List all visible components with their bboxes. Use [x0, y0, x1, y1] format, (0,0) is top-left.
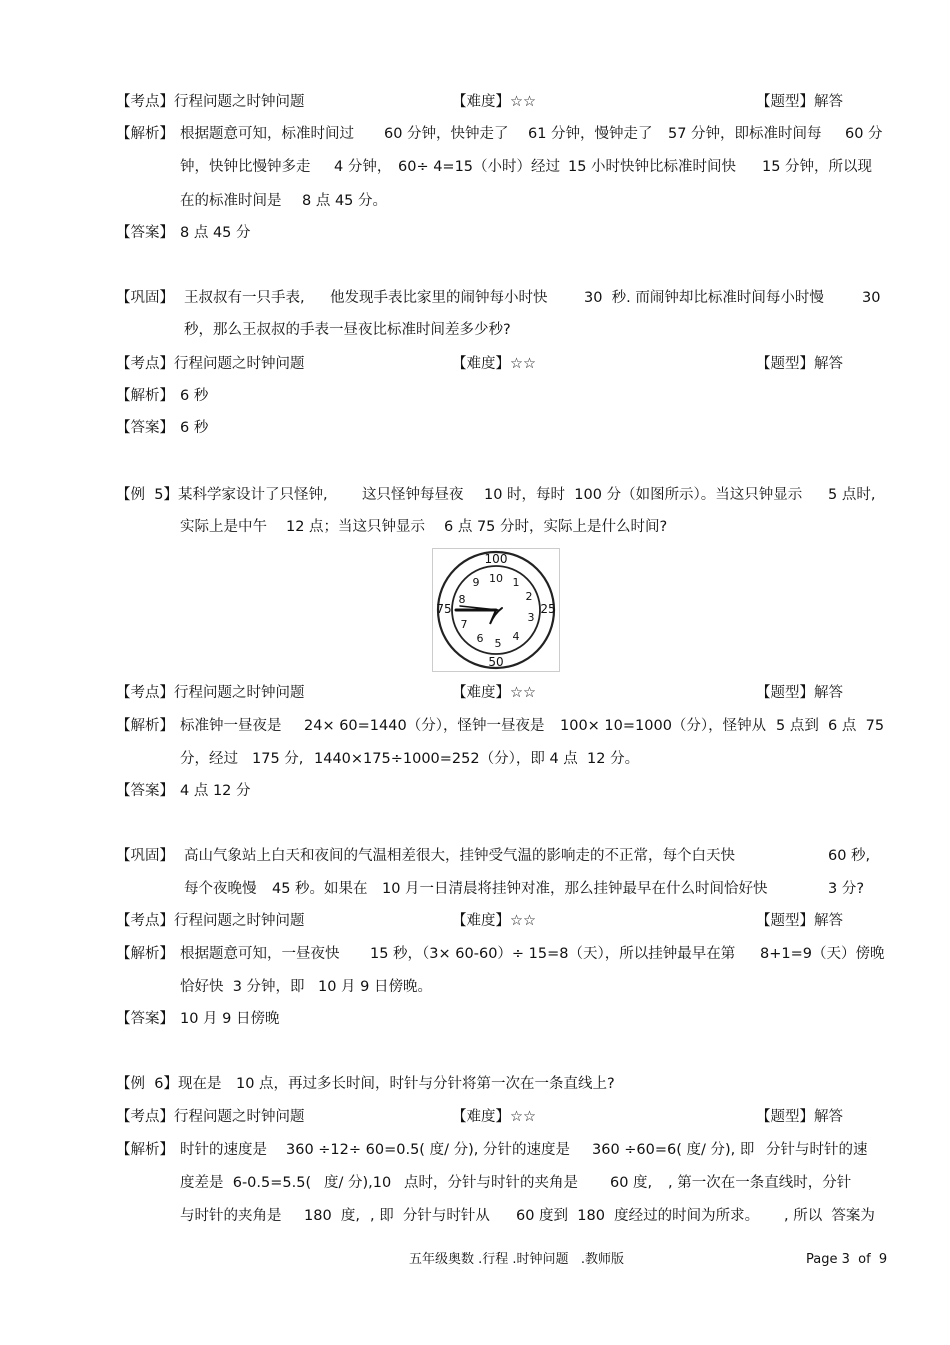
text-segment: 10 月一日清晨将挂钟对准，那么挂钟最早在什么时间恰好快 — [382, 881, 768, 897]
text-segment: 【答案】 — [116, 1011, 174, 1027]
text-segment: 3 分? — [828, 881, 865, 897]
clock-number-10: 10 — [489, 572, 503, 585]
text-segment: 60 度到 180 度经过的时间为所求。 — [516, 1208, 760, 1224]
text-segment: 60÷ 4=15（小时）经过 — [398, 159, 561, 175]
text-segment: 60 秒, — [828, 848, 871, 864]
clock-label-100: 100 — [484, 552, 508, 566]
text-segment: , 所以 答案为 — [784, 1208, 875, 1224]
text-segment: 分针与时针的速 — [766, 1142, 868, 1158]
text-segment: 这只怪钟每昼夜 — [362, 487, 464, 503]
text-segment: 根据题意可知，一昼夜快 — [180, 946, 340, 962]
text-segment: , 第一次在一条直线时，分针 — [668, 1175, 852, 1191]
text-segment: 【解析】 — [116, 126, 174, 142]
text-segment: 【解析】 — [116, 1142, 174, 1158]
text-segment: 【例 6】现在是 — [116, 1076, 222, 1092]
text-segment: 点时，分针与时针的夹角是 — [404, 1175, 578, 1191]
text-segment: 12 点；当这只钟显示 — [286, 519, 426, 535]
text-segment: 【巩固】 — [116, 290, 174, 306]
text-segment: 【难度】☆☆ — [452, 685, 536, 701]
text-segment: 30 — [862, 290, 881, 306]
text-segment: 标准钟一昼夜是 — [180, 718, 282, 734]
text-segment: 8 点 45 分。 — [302, 193, 388, 209]
clock-number-4: 4 — [512, 630, 520, 643]
text-segment: 【考点】行程问题之时钟问题 — [116, 913, 305, 929]
text-segment: 高山气象站上白天和夜间的气温相差很大，挂钟受气温的影响走的不正常，每个白天快 — [184, 848, 735, 864]
text-segment: 【考点】行程问题之时钟问题 — [116, 1109, 305, 1125]
text-segment: 钟，快钟比慢钟多走 — [180, 159, 311, 175]
text-segment: 他发现手表比家里的闹钟每小时快 — [330, 290, 548, 306]
text-segment: 分，经过 — [180, 751, 238, 767]
clock-number-8: 8 — [458, 593, 466, 606]
text-segment: 恰好快 3 分钟，即 — [180, 979, 305, 995]
text-segment: 【难度】☆☆ — [452, 94, 536, 110]
text-segment: 秒，那么王叔叔的手表一昼夜比标准时间差多少秒? — [184, 322, 511, 338]
text-segment: 100× 10=1000（分），怪钟从 — [560, 718, 767, 734]
clock-label-25: 25 — [540, 602, 556, 616]
clock-figure — [432, 548, 560, 672]
text-segment: 180 度, — [304, 1208, 361, 1224]
text-segment: 【答案】 — [116, 783, 174, 799]
text-segment: 度差是 6-0.5=5.5( — [180, 1175, 312, 1191]
text-segment: 6 秒 — [180, 388, 209, 404]
clock-diagram — [432, 548, 560, 672]
footer-page-number: Page 3 of 9 — [806, 1252, 888, 1267]
text-segment: 10 点，再过多长时间，时针与分针将第一次在一条直线上? — [236, 1076, 615, 1092]
text-segment: 【解析】 — [116, 718, 174, 734]
text-segment: 175 分, — [252, 751, 304, 767]
text-segment: 【答案】 — [116, 420, 174, 436]
text-segment: 实际上是中午 — [180, 519, 267, 535]
text-segment: 在的标准时间是 — [180, 193, 282, 209]
footer-title: 五年级奥数 .行程 .时钟问题 .教师版 — [409, 1252, 625, 1267]
clock-label-75: 75 — [436, 602, 452, 616]
text-segment: 10 月 9 日傍晚 — [180, 1011, 280, 1027]
text-segment: 【考点】行程问题之时钟问题 — [116, 685, 305, 701]
text-segment: 【题型】解答 — [756, 356, 843, 372]
text-segment: 每个夜晚慢 — [184, 881, 257, 897]
clock-number-6: 6 — [476, 632, 484, 645]
text-segment: 1440×175÷1000=252（分），即 4 点 12 分。 — [314, 751, 640, 767]
text-segment: 60 分钟，快钟走了 — [384, 126, 509, 142]
text-segment: 王叔叔有一只手表, — [184, 290, 305, 306]
text-segment: 4 点 12 分 — [180, 783, 251, 799]
text-segment: 24× 60=1440（分），怪钟一昼夜是 — [304, 718, 545, 734]
text-segment: 【考点】行程问题之时钟问题 — [116, 94, 305, 110]
text-segment: , 即 分针与时针从 — [370, 1208, 490, 1224]
text-segment: 【题型】解答 — [756, 94, 843, 110]
clock-number-2: 2 — [525, 590, 533, 603]
text-segment: 【题型】解答 — [756, 1109, 843, 1125]
clock-number-7: 7 — [460, 618, 468, 631]
text-segment: 【题型】解答 — [756, 685, 843, 701]
text-segment: 度/ 分),10 — [324, 1175, 392, 1191]
text-segment: 360 ÷60=6( 度/ 分), 即 — [592, 1142, 755, 1158]
text-segment: 10 月 9 日傍晚。 — [318, 979, 433, 995]
text-segment: 【解析】 — [116, 946, 174, 962]
text-segment: 【难度】☆☆ — [452, 356, 536, 372]
text-segment: 15 分钟，所以现 — [762, 159, 873, 175]
text-segment: 【例 5】某科学家设计了只怪钟, — [116, 487, 328, 503]
text-segment: 6 秒 — [180, 420, 209, 436]
text-segment: 与时针的夹角是 — [180, 1208, 282, 1224]
clock-label-50: 50 — [488, 655, 504, 669]
clock-number-9: 9 — [472, 576, 480, 589]
text-segment: 【题型】解答 — [756, 913, 843, 929]
text-segment: 6 点 75 分时，实际上是什么时间? — [444, 519, 668, 535]
clock-number-1: 1 — [512, 576, 520, 589]
text-segment: 30 秒. 而闹钟却比标准时间每小时慢 — [584, 290, 824, 306]
text-segment: 45 秒。如果在 — [272, 881, 368, 897]
text-segment: 60 分 — [845, 126, 883, 142]
text-segment: 61 分钟，慢钟走了 — [528, 126, 653, 142]
text-segment: 5 点时, — [828, 487, 876, 503]
text-segment: 8 点 45 分 — [180, 225, 251, 241]
text-segment: 【难度】☆☆ — [452, 913, 536, 929]
clock-number-5: 5 — [494, 637, 502, 650]
text-segment: 10 时，每时 100 分（如图所示）。当这只钟显示 — [484, 487, 803, 503]
text-segment: 15 小时快钟比标准时间快 — [568, 159, 737, 175]
text-segment: 360 ÷12÷ 60=0.5( 度/ 分), 分针的速度是 — [286, 1142, 570, 1158]
text-segment: 60 度, — [610, 1175, 653, 1191]
text-segment: 【考点】行程问题之时钟问题 — [116, 356, 305, 372]
clock-number-3: 3 — [527, 611, 535, 624]
text-segment: 4 分钟， — [334, 159, 392, 175]
text-segment: 5 点到 6 点 75 — [776, 718, 885, 734]
text-segment: 15 秒，（3× 60-60）÷ 15=8（天），所以挂钟最早在第 — [370, 946, 736, 962]
text-segment: 【解析】 — [116, 388, 174, 404]
text-segment: 【难度】☆☆ — [452, 1109, 536, 1125]
text-segment: 57 分钟，即标准时间每 — [668, 126, 822, 142]
text-segment: 【巩固】 — [116, 848, 174, 864]
text-segment: 【答案】 — [116, 225, 174, 241]
text-segment: 8+1=9（天）傍晚 — [760, 946, 885, 962]
text-segment: 时针的速度是 — [180, 1142, 267, 1158]
text-segment: 根据题意可知，标准时间过 — [180, 126, 354, 142]
